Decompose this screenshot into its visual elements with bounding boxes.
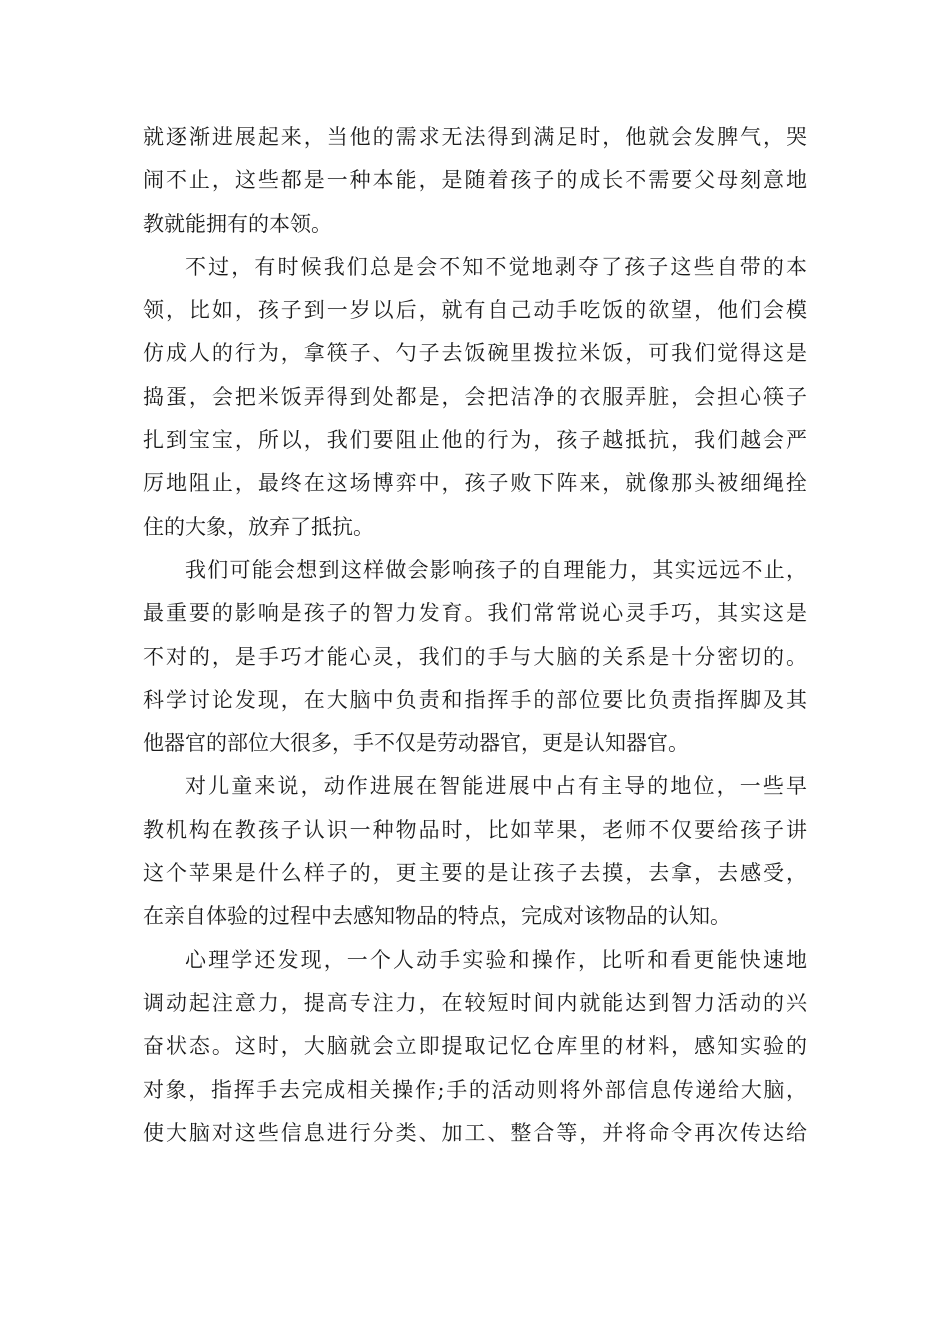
paragraph-1	[143, 116, 807, 246]
text-line: 住的大象，放弃了抵抗。	[143, 514, 374, 539]
text-line: 捣蛋，会把米饭弄得到处都是，会把洁净的衣服弄脏，会担心筷子	[143, 384, 807, 409]
text-line: 不对的，是手巧才能心灵，我们的手与大脑的关系是十分密切的。	[143, 644, 807, 669]
text-line: 这个苹果是什么样子的，更主要的是让孩子去摸，去拿，去感受，	[143, 861, 807, 886]
paragraph-2	[143, 246, 807, 549]
text-line: 使大脑对这些信息进行分类、加工、整合等，并将命令再次传达给	[143, 1120, 807, 1145]
text-line: 我们可能会想到这样做会影响孩子的自理能力，其实远远不止，	[185, 557, 807, 582]
text-line: 在亲自体验的过程中去感知物品的特点，完成对该物品的认知。	[143, 904, 731, 929]
paragraph-3	[143, 549, 807, 765]
text-line: 对象，指挥手去完成相关操作;手的活动则将外部信息传递给大脑，	[143, 1077, 807, 1102]
paragraph-5	[143, 939, 807, 1155]
text-line: 扎到宝宝，所以，我们要阻止他的行为，孩子越抵抗，我们越会严	[143, 428, 807, 453]
text-line: 奋状态。这时，大脑就会立即提取记忆仓库里的材料，感知实验的	[143, 1034, 807, 1059]
text-line: 科学讨论发现，在大脑中负责和指挥手的部位要比负责指挥脚及其	[143, 687, 807, 712]
text-line: 领，比如，孩子到一岁以后，就有自己动手吃饭的欲望，他们会模	[143, 298, 807, 323]
document-body	[143, 116, 807, 1155]
text-line: 不过，有时候我们总是会不知不觉地剥夺了孩子这些自带的本	[185, 254, 807, 279]
text-line: 调动起注意力，提高专注力，在较短时间内就能达到智力活动的兴	[143, 990, 807, 1015]
text-line: 他器官的部位大很多，手不仅是劳动器官，更是认知器官。	[143, 731, 689, 756]
text-line: 仿成人的行为，拿筷子、勺子去饭碗里拨拉米饭，可我们觉得这是	[143, 341, 807, 366]
text-line: 就逐渐进展起来，当他的需求无法得到满足时，他就会发脾气，哭	[143, 125, 807, 149]
paragraph-4	[143, 765, 807, 938]
text-line: 心理学还发现，一个人动手实验和操作，比听和看更能快速地	[185, 947, 807, 972]
text-line: 最重要的影响是孩子的智力发育。我们常常说心灵手巧，其实这是	[143, 601, 807, 626]
text-line: 闹不止，这些都是一种本能，是随着孩子的成长不需要父母刻意地	[143, 168, 807, 193]
text-line: 教机构在教孩子认识一种物品时，比如苹果，老师不仅要给孩子讲	[143, 817, 807, 842]
text-line: 对儿童来说，动作进展在智能进展中占有主导的地位，一些早	[185, 774, 807, 799]
text-line: 教就能拥有的本领。	[143, 211, 332, 236]
text-line: 厉地阻止，最终在这场博弈中，孩子败下阵来，就像那头被细绳拴	[143, 471, 807, 496]
